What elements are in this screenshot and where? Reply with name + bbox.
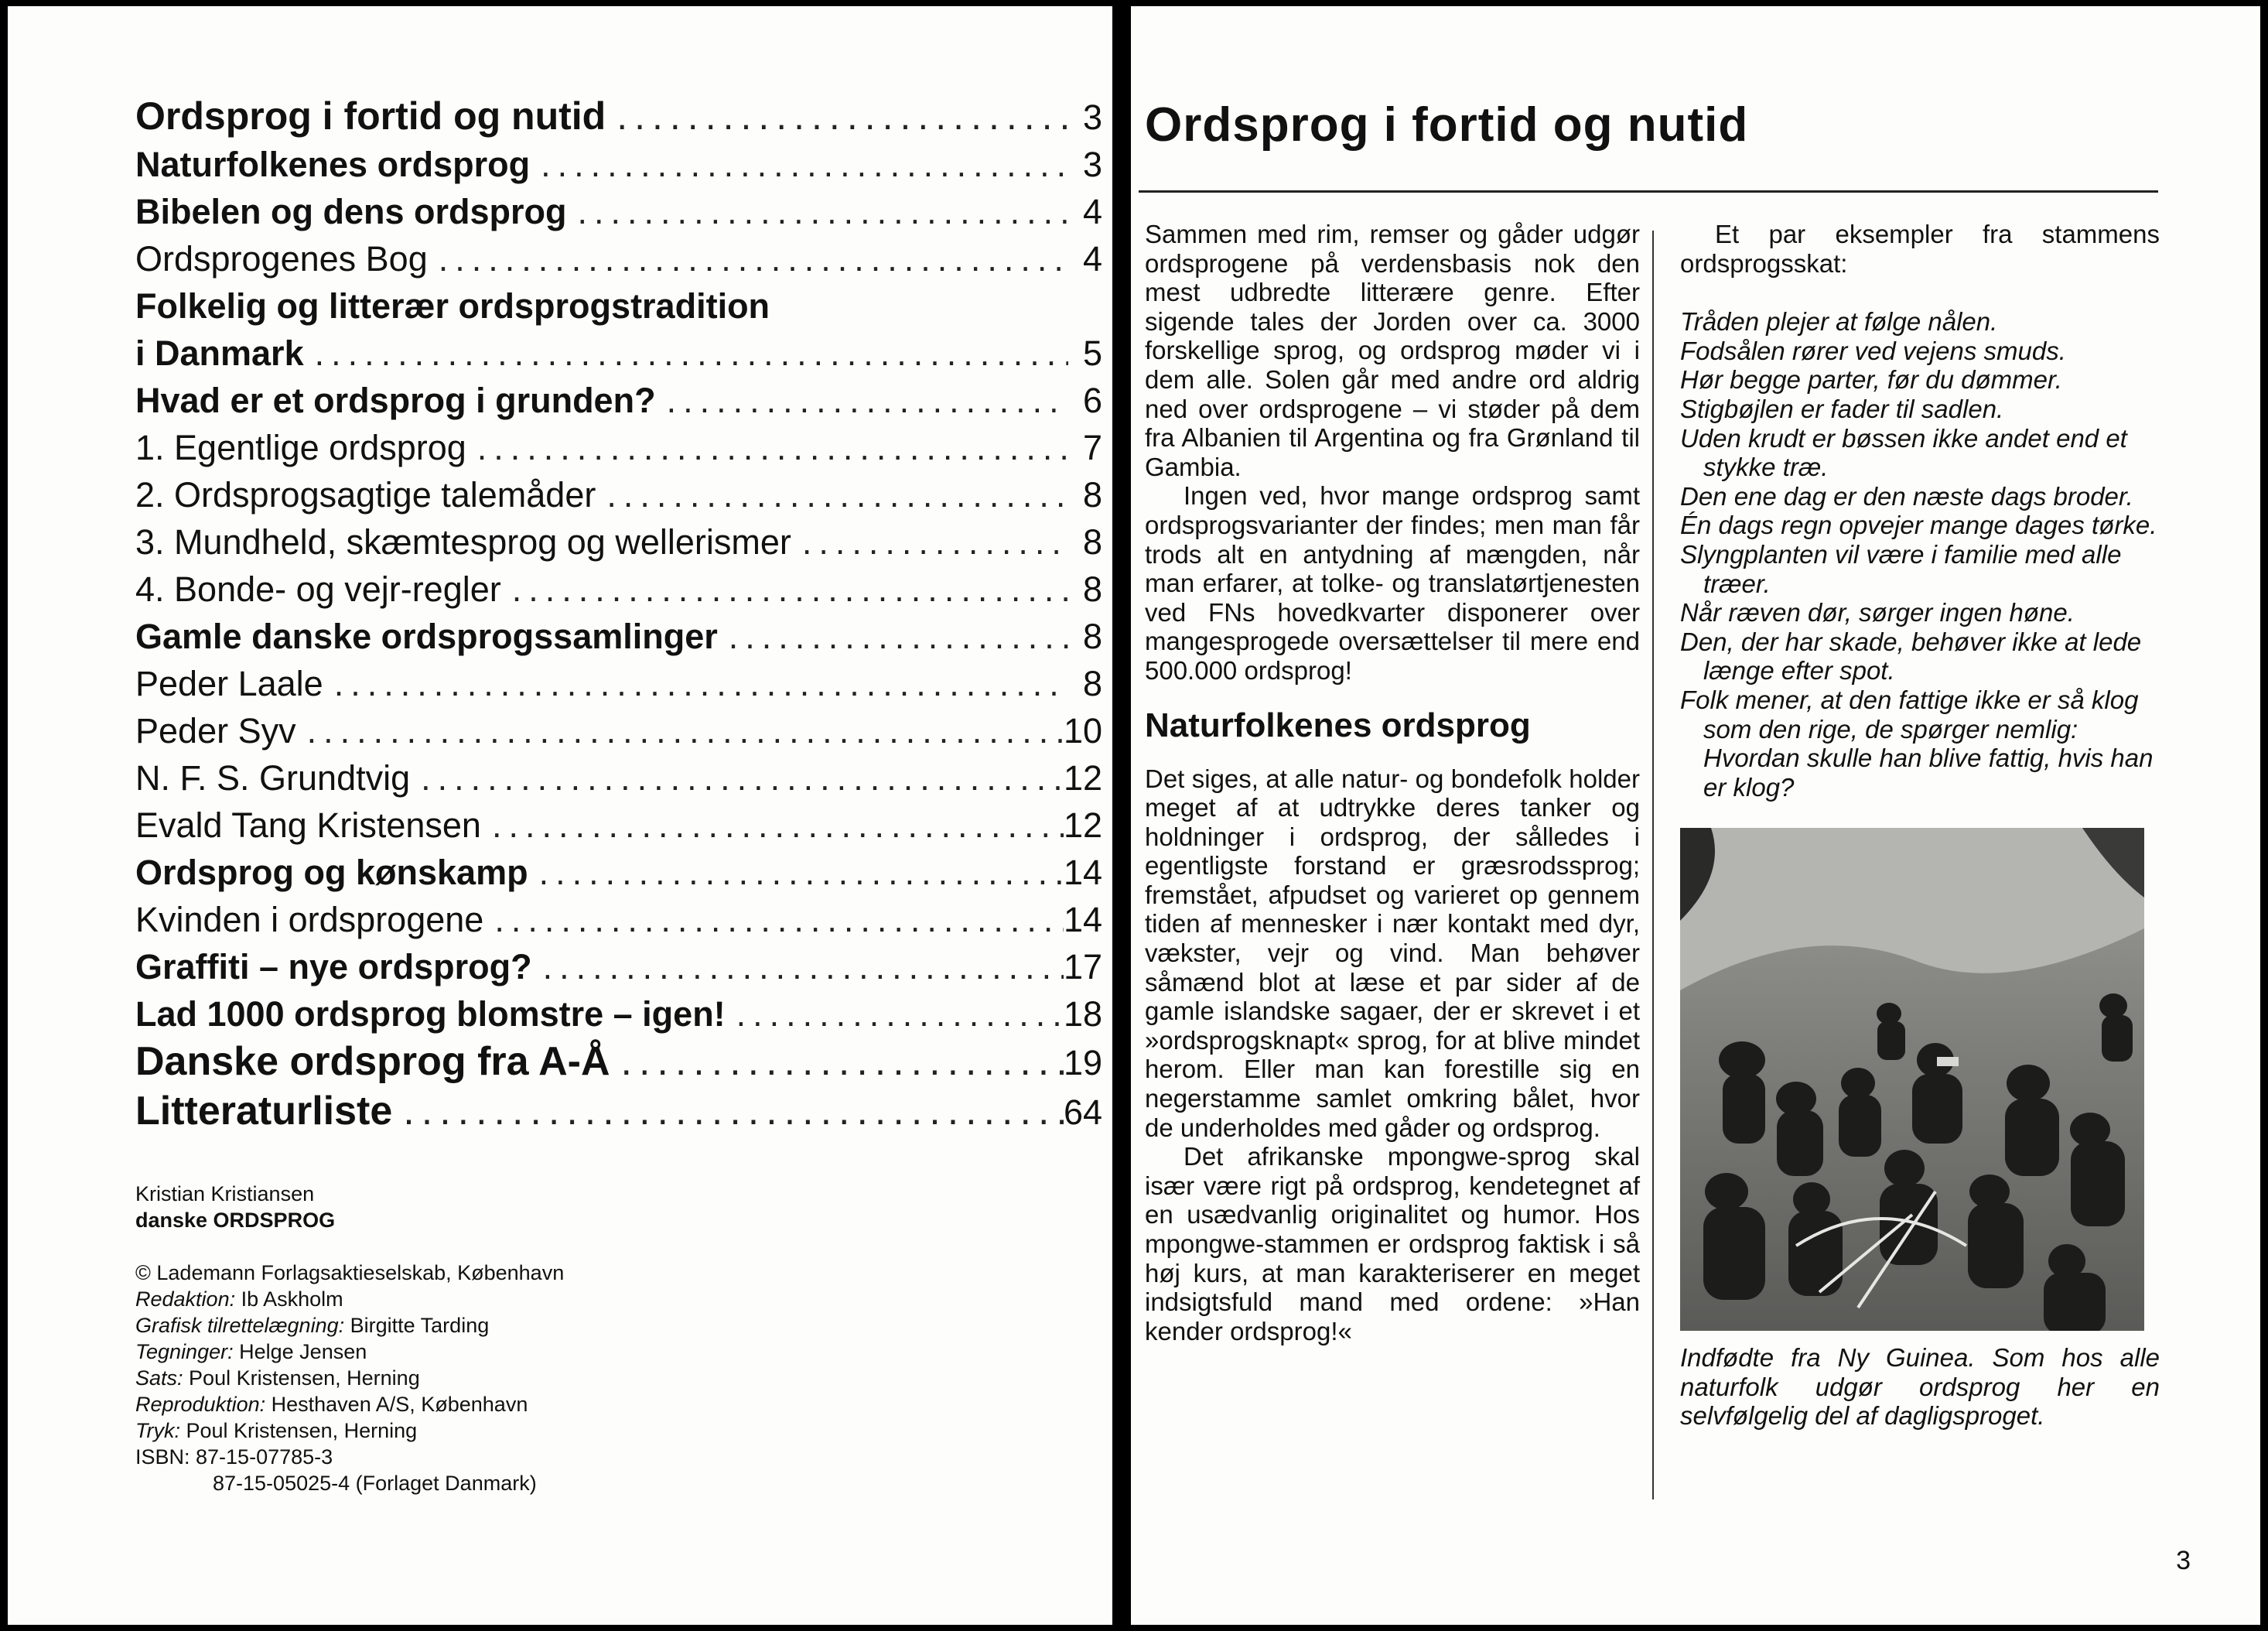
proverb: Når ræven dør, sørger ingen høne. (1680, 598, 2075, 627)
colophon (135, 1181, 564, 1496)
toc-dot-leader (421, 754, 1064, 802)
colophon-author: Kristian Kristiansen (135, 1182, 315, 1205)
toc-page-number: 8 (1082, 522, 1102, 562)
toc-entry (135, 849, 1102, 896)
toc-dot-leader (403, 1087, 1064, 1135)
toc-entry-title: Peder Syv (135, 711, 296, 751)
toc-entry (135, 802, 1102, 849)
toc-entry-title: 3. Mundheld, skæmtesprog og wellerismer (135, 522, 791, 562)
proverb: Uden krudt er bøssen ikke andet end et stykke træ. (1680, 423, 2127, 482)
colophon-credit-line (135, 1312, 564, 1339)
toc-entry (135, 613, 1102, 660)
toc-entry-title: Gamle danske ordsprogssamlinger (135, 617, 718, 656)
toc-page-number: 10 (1063, 711, 1102, 751)
toc-entry (135, 188, 1102, 235)
credit-label: Reproduktion: (135, 1393, 266, 1416)
toc-dot-leader (492, 802, 1064, 849)
toc-entry (135, 377, 1102, 424)
credit-value: Birgitte Tarding (350, 1314, 490, 1337)
article-column-left (1145, 220, 1640, 1345)
credit-label: Grafisk tilrettelægning: (135, 1314, 345, 1337)
column-divider (1652, 231, 1654, 1499)
toc-entry-title: i Danmark (135, 333, 304, 373)
toc-page-number: 3 (1082, 145, 1102, 184)
colophon-copyright: © Lademann Forlagsaktieselskab, København (135, 1261, 565, 1284)
toc-entry-title: N. F. S. Grundtvig (135, 758, 411, 798)
credit-label: Sats: (135, 1366, 183, 1390)
toc-dot-leader (315, 330, 1068, 377)
article-paragraph: Det siges, at alle natur- og bondefolk holder meget af at udtrykke deres tanker og holdninger i ordsprog, der sålledes i egentligste forstand er græsrodssprog; fremstået, afpudset og varieret op gennem tiden af mennesker i nær kontakt med dyr, vækster, vejr og vind. Man behøver såmænd blot at læse et par sider af de gamle islandske sagaer, der er skrevet i et »ordsprogsknapt« sprog, for at blive mindet herom. Eller man kan forestille sig en negerstamme samlet omkring bålet, hvor de underholdes med gåder og ordsprog. (1145, 764, 1640, 1142)
toc-dot-leader (512, 566, 1068, 613)
credit-label: Tryk: (135, 1419, 180, 1442)
toc-entry-title: 1. Egentlige ordsprog (135, 428, 466, 467)
colophon-book-title: danske ORDSPROG (135, 1209, 336, 1232)
toc-page-number: 8 (1082, 475, 1102, 515)
proverb: Folk mener, at den fattige ikke er så klog som den rige, de spørger nemlig: Hvordan skulle han blive fattig, hvis han er klog? (1680, 685, 2154, 802)
toc-dot-leader (667, 377, 1068, 424)
toc-page-number: 14 (1063, 853, 1102, 892)
toc-entry-title: Bibelen og dens ordsprog (135, 192, 567, 231)
toc-entry-title: Danske ordsprog fra A-Å (135, 1039, 610, 1084)
proverb: Den ene dag er den næste dags broder. (1680, 481, 2133, 511)
left-page (8, 6, 1112, 1625)
photo (1680, 828, 2144, 1331)
toc-dot-leader (736, 990, 1064, 1038)
colophon-credit-line (135, 1286, 564, 1312)
toc-entry (135, 471, 1102, 518)
toc-entry (135, 518, 1102, 566)
credit-label: Tegninger: (135, 1340, 234, 1363)
colophon-credit-line (135, 1339, 564, 1365)
colophon-credits (135, 1286, 564, 1444)
table-of-contents (135, 93, 1102, 1137)
article-paragraph: Ingen ved, hvor mange ordsprog samt ordsprogsvarianter der findes; men man får trods alt en antydning af mængden, når man erfarer, at tolke- og translatørtjenesten ved FNs hovedkvarter disponerer over mangesprogede oversættelser til mere end 500.000 ordsprog! (1145, 481, 1640, 685)
toc-dot-leader (307, 707, 1064, 754)
colophon-isbn-2: 87-15-05025-4 (Forlaget Danmark) (213, 1472, 537, 1495)
toc-dot-leader (477, 424, 1068, 471)
toc-entry-title: Folkelig og litterær ordsprogstradition (135, 286, 770, 326)
title-rule (1139, 190, 2158, 193)
toc-entry-title: Evald Tang Kristensen (135, 805, 481, 845)
toc-page-number: 12 (1063, 758, 1102, 798)
toc-page-number: 8 (1082, 569, 1102, 609)
credit-value: Helge Jensen (239, 1340, 367, 1363)
toc-entry (135, 1087, 1102, 1137)
proverb-list (1680, 307, 2160, 802)
toc-entry-title: Hvad er et ordsprog i grunden? (135, 381, 656, 420)
toc-page-number: 17 (1063, 947, 1102, 986)
toc-page-number: 18 (1063, 994, 1102, 1034)
toc-dot-leader (606, 471, 1068, 518)
toc-dot-leader (539, 849, 1064, 896)
photo-caption: Indfødte fra Ny Guinea. Som hos alle naturfolk udgør ordsprog her en selvfølgelig del af dagligsproget. (1680, 1343, 2160, 1431)
toc-page-number: 4 (1082, 239, 1102, 279)
article-title: Ordsprog i fortid og nutid (1145, 98, 1749, 152)
toc-entry (135, 660, 1102, 707)
toc-entry (135, 1038, 1102, 1087)
toc-entry-title: Ordsprog i fortid og nutid (135, 94, 606, 138)
proverb: Tråden plejer at følge nålen. (1680, 307, 1998, 337)
colophon-credit-line (135, 1417, 564, 1444)
proverb: Fodsålen rører ved vejens smuds. (1680, 336, 2066, 365)
toc-page-number: 8 (1082, 617, 1102, 656)
toc-entry-title: Naturfolkenes ordsprog (135, 145, 531, 184)
proverb: Den, der har skade, behøver ikke at lede længe efter spot. (1680, 627, 2142, 686)
toc-page-number: 3 (1082, 97, 1102, 137)
credit-value: Hesthaven A/S, København (271, 1393, 528, 1416)
toc-page-number: 6 (1082, 381, 1102, 420)
toc-page-number: 19 (1063, 1043, 1102, 1082)
credit-value: Poul Kristensen, Herning (186, 1419, 418, 1442)
toc-entry-title: Ordsprogenes Bog (135, 239, 428, 279)
article-paragraph: Det afrikanske mpongwe-sprog skal især være rigt på ordsprog, kendetegnet af en usædvanlig originalitet og humor. Hos mpongwe-stammen er ordsprog faktisk i så høj kurs, at man karakteriserer en meget indsigtsfuld mand med ordene: »Han kender ordsprog!« (1145, 1142, 1640, 1345)
toc-page-number: 12 (1063, 805, 1102, 845)
toc-dot-leader (543, 943, 1064, 990)
toc-dot-leader (578, 188, 1068, 235)
toc-page-number: 64 (1063, 1092, 1102, 1132)
credit-value: Ib Askholm (241, 1287, 343, 1311)
proverb: Slyngplanten vil være i familie med alle træer. (1680, 539, 2122, 598)
toc-entry-title: Kvinden i ordsprogene (135, 900, 484, 939)
toc-entry (135, 566, 1102, 613)
toc-entry (135, 707, 1102, 754)
colophon-credit-line (135, 1391, 564, 1417)
toc-entry (135, 330, 1102, 377)
article-paragraph: Sammen med rim, remser og gåder udgør ordsprogene på verdensbasis nok den mest udbredte litterære genre. Efter sigende tales der Jorden over ca. 3000 forskellige sprog, og ordsprog møder vi i dem alle. Solen går med andre ord aldrig ned over ordsprogene – vi støder på dem fra Albanien til Argentina og fra Grønland til Gambia. (1145, 220, 1640, 481)
colophon-credit-line (135, 1365, 564, 1391)
proverb: Hør begge parter, før du dømmer. (1680, 365, 2062, 395)
toc-entry (135, 943, 1102, 990)
toc-entry-title: Lad 1000 ordsprog blomstre – igen! (135, 994, 726, 1034)
toc-dot-leader (729, 613, 1068, 660)
toc-entry (135, 93, 1102, 141)
toc-dot-leader (541, 141, 1068, 188)
toc-page-number: 14 (1063, 900, 1102, 939)
toc-page-number: 4 (1082, 192, 1102, 231)
toc-dot-leader (439, 235, 1068, 282)
toc-entry-title: 2. Ordsprogsagtige talemåder (135, 475, 596, 515)
toc-entry-title: Peder Laale (135, 664, 323, 703)
article-column-right (1680, 220, 2160, 1431)
right-page (1131, 6, 2260, 1625)
toc-dot-leader (802, 518, 1068, 566)
toc-dot-leader (621, 1038, 1064, 1086)
toc-page-number: 7 (1082, 428, 1102, 467)
toc-entry-title: Litteraturliste (135, 1089, 393, 1133)
colophon-isbn-1: ISBN: 87-15-07785-3 (135, 1445, 333, 1469)
toc-entry (135, 141, 1102, 188)
toc-entry-title: 4. Bonde- og vejr-regler (135, 569, 501, 609)
article-subheading: Naturfolkenes ordsprog (1145, 706, 1531, 744)
toc-entry (135, 896, 1102, 943)
credit-label: Redaktion: (135, 1287, 236, 1311)
toc-dot-leader (334, 660, 1068, 707)
toc-entry-title: Graffiti – nye ordsprog? (135, 947, 532, 986)
toc-page-number: 5 (1082, 333, 1102, 373)
credit-value: Poul Kristensen, Herning (189, 1366, 420, 1390)
toc-entry (135, 424, 1102, 471)
toc-dot-leader (617, 93, 1068, 139)
proverb: Én dags regn opvejer mange dages tørke. (1680, 511, 2157, 540)
examples-intro: Et par eksempler fra stammens ordsprogsskat: (1680, 220, 2160, 278)
toc-entry-title: Ordsprog og kønskamp (135, 853, 528, 892)
toc-dot-leader (494, 896, 1064, 943)
toc-entry (135, 990, 1102, 1038)
toc-entry (135, 235, 1102, 282)
page-number: 3 (2176, 1546, 2191, 1575)
proverb: Stigbøjlen er fader til sadlen. (1680, 394, 2004, 423)
toc-entry (135, 754, 1102, 802)
toc-page-number: 8 (1082, 664, 1102, 703)
